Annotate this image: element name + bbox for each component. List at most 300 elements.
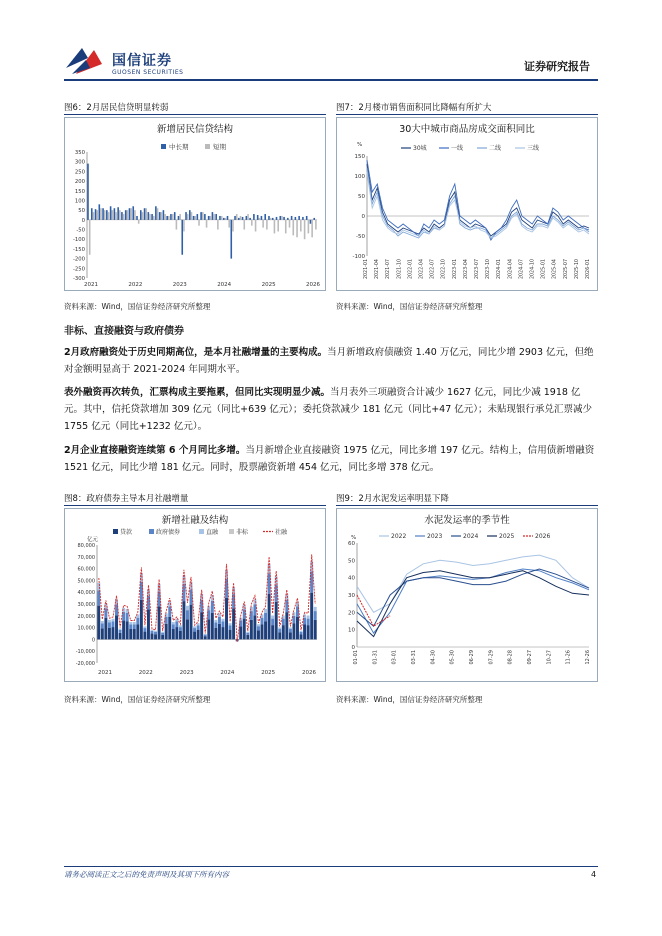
logo-en: GUOSEN SECURITIES [112, 69, 184, 76]
stacked-bar [292, 616, 295, 623]
bar-中长期 [264, 214, 266, 220]
y-tick-label: 0 [81, 217, 85, 224]
bar-短期 [161, 212, 163, 220]
x-tick-label: 2025-04 [552, 259, 558, 280]
stacked-bar [221, 621, 224, 627]
bar-短期 [315, 220, 317, 230]
stacked-bar [282, 625, 285, 639]
series-line-2026 [357, 595, 390, 626]
bar-中长期 [129, 208, 131, 220]
bar-中长期 [287, 218, 289, 220]
bar-中长期 [204, 214, 206, 220]
stacked-bar [310, 593, 313, 640]
y-tick-label: 350 [74, 150, 85, 156]
legend-swatch [205, 144, 210, 149]
series-line-30城 [367, 164, 589, 236]
stacked-bar [250, 620, 253, 639]
bar-中长期 [272, 218, 274, 220]
bar-中长期 [102, 208, 104, 220]
bar-短期 [217, 220, 219, 230]
fig8-svg [65, 509, 325, 681]
fig6-source: 资料来源：Wind，国信证券经济研究所整理 [64, 302, 211, 311]
bar-中长期 [219, 216, 221, 220]
x-tick-label: 2021-01 [364, 259, 369, 280]
stacked-bar [101, 621, 104, 623]
bar-短期 [191, 212, 193, 220]
stacked-bar [218, 617, 221, 624]
stacked-bar [111, 621, 114, 627]
legend-label: 非标 [236, 529, 249, 536]
stacked-bar [168, 606, 171, 616]
bar-短期 [274, 220, 276, 234]
bar-中长期 [313, 218, 315, 220]
stacked-bar [214, 622, 217, 627]
bar-中长期 [99, 204, 101, 220]
stacked-bar [108, 620, 111, 623]
stacked-bar [151, 634, 154, 640]
stacked-bar [101, 623, 104, 628]
footer-disclaimer: 请务必阅读正文之后的免责声明及其项下所有内容 [64, 870, 229, 879]
bar-中长期 [227, 216, 229, 220]
stacked-bar [282, 619, 285, 625]
legend-label: 社融 [275, 529, 288, 536]
legend-label: 2023 [427, 533, 443, 540]
y-tick-label: 40 [348, 575, 355, 582]
header [0, 0, 662, 80]
bar-短期 [251, 220, 253, 226]
x-tick-label: 03-01 [391, 650, 398, 665]
legend-label: 2024 [463, 533, 479, 540]
stacked-bar [154, 631, 157, 632]
y-tick-label: 0 [351, 645, 355, 651]
bar-短期 [130, 208, 132, 220]
bar-中长期 [246, 216, 248, 220]
y-tick-label: 60 [348, 541, 355, 547]
bar-短期 [232, 220, 234, 232]
chart-title: 新增居民信贷结构 [156, 124, 234, 135]
stacked-bar [278, 632, 281, 639]
guosen-logo-icon [64, 44, 104, 78]
y-tick-label: 100 [74, 198, 85, 205]
stacked-bar [154, 632, 157, 634]
bar-中长期 [257, 215, 259, 220]
bar-短期 [104, 210, 106, 220]
stacked-bar [101, 628, 104, 639]
y-tick-label: 150 [354, 154, 365, 160]
chart-title: 新增社融及结构 [161, 515, 229, 526]
bar-中长期 [178, 216, 180, 220]
y-tick-label: 100 [354, 174, 365, 180]
stacked-bar [289, 632, 292, 639]
stacked-bar [129, 629, 132, 639]
stacked-bar [278, 627, 281, 629]
stacked-bar [186, 606, 189, 610]
stacked-bar [239, 626, 242, 639]
bar-中长期 [302, 217, 304, 220]
stacked-bar [122, 621, 125, 640]
fig9-chart [336, 508, 598, 682]
stacked-bar [314, 620, 317, 639]
x-tick-label: 2021 [84, 282, 98, 288]
stacked-bar [296, 617, 299, 640]
bar-中长期 [144, 208, 146, 220]
x-tick-label: 2021 [98, 670, 112, 676]
fig7-title-rule [336, 114, 598, 115]
bar-短期 [210, 216, 212, 220]
stacked-bar [168, 617, 171, 640]
stacked-bar [246, 632, 249, 633]
bar-短期 [168, 216, 170, 220]
stacked-bar [182, 601, 185, 639]
bar-短期 [255, 220, 257, 232]
stacked-bar [214, 628, 217, 640]
stacked-bar [225, 598, 228, 640]
legend-swatch [113, 529, 118, 534]
x-tick-label: 2023-01 [452, 259, 458, 280]
bar-中长期 [140, 210, 142, 220]
stacked-bar [204, 634, 207, 635]
bar-短期 [243, 220, 245, 230]
bar-短期 [300, 220, 302, 232]
bar-中长期 [181, 220, 183, 255]
bar-中长期 [91, 208, 93, 220]
bar-短期 [240, 216, 242, 220]
y-tick-label: 10 [348, 627, 355, 634]
y-tick-label: 250 [74, 169, 85, 176]
fig7-source: 资料来源：Wind，国信证券经济研究所整理 [336, 302, 483, 311]
x-tick-label: 2025-01 [541, 259, 547, 280]
bar-短期 [187, 214, 189, 220]
bar-中长期 [276, 217, 278, 220]
x-tick-label: 2022-07 [430, 259, 436, 280]
stacked-bar [307, 625, 310, 639]
legend-label: 2025 [499, 533, 515, 540]
bar-中长期 [298, 216, 300, 220]
stacked-bar [161, 632, 164, 633]
y-tick-label: -300 [72, 276, 85, 282]
stacked-bar [133, 622, 136, 624]
stacked-bar [133, 629, 136, 639]
fig9-source: 资料来源：Wind，国信证券经济研究所整理 [336, 695, 483, 704]
bar-短期 [164, 214, 166, 220]
x-tick-label: 11-26 [565, 650, 572, 665]
y-tick-label: 30,000 [77, 602, 95, 608]
stacked-bar [97, 606, 100, 640]
stacked-bar [111, 619, 114, 622]
series-line-2025 [357, 571, 589, 637]
bar-短期 [304, 220, 306, 239]
bar-短期 [194, 216, 196, 220]
stacked-bar [271, 616, 274, 619]
x-tick-label: 2026-01 [586, 259, 591, 280]
legend-swatch [149, 529, 154, 534]
y-tick-label: 0 [361, 214, 365, 220]
stacked-bar [275, 602, 278, 640]
x-tick-label: 08-28 [507, 650, 514, 665]
fig6-svg [65, 118, 325, 290]
paragraph-1-body: 当月新增政府债融资 1.40 万亿元，同比少增 2903 亿元，但绝对金额明显高于 2021-2024 年同期水平。 [64, 347, 594, 375]
stacked-bar [271, 625, 274, 639]
bar-中长期 [268, 216, 270, 220]
x-tick-label: 2025-07 [563, 259, 569, 280]
stacked-bar [303, 624, 306, 639]
stacked-bar [246, 633, 249, 635]
bar-中长期 [200, 212, 202, 220]
bar-短期 [153, 216, 155, 220]
stacked-bar [133, 624, 136, 629]
stacked-bar [314, 607, 317, 611]
y-tick-label: 30 [348, 593, 355, 599]
x-tick-label: 01-31 [372, 650, 379, 665]
x-tick-label: 2025-10 [574, 259, 580, 280]
x-tick-label: 2024 [217, 282, 232, 288]
fig6-chart [64, 117, 326, 291]
bar-短期 [157, 208, 159, 220]
x-tick-label: 2023-07 [475, 259, 480, 280]
y-tick-label: 40,000 [77, 590, 95, 597]
page-number: 4 [591, 870, 597, 879]
fig6-title-rule [64, 114, 326, 115]
stacked-bar [158, 606, 161, 639]
stacked-bar [314, 611, 317, 620]
x-tick-label: 01-01 [353, 650, 359, 665]
x-tick-label: 2021-04 [375, 259, 381, 280]
stacked-bar [257, 630, 260, 639]
bar-短期 [112, 210, 114, 220]
stacked-bar [214, 620, 217, 623]
bar-中长期 [121, 212, 123, 220]
stacked-bar [186, 610, 189, 619]
stacked-bar [104, 608, 107, 618]
bar-短期 [225, 218, 227, 220]
x-tick-label: 10-27 [546, 650, 553, 665]
stacked-bar [264, 621, 267, 639]
bar-中长期 [242, 217, 244, 220]
bar-中长期 [148, 212, 150, 220]
bar-短期 [247, 214, 249, 220]
bar-短期 [127, 210, 129, 220]
fig8-title: 图8：政府债券主导本月社融增量 [64, 494, 189, 504]
y-tick-label: 50 [348, 558, 355, 565]
bar-中长期 [197, 214, 199, 220]
legend-swatch [199, 529, 204, 534]
stacked-bar [186, 619, 189, 639]
stacked-bar [126, 621, 129, 639]
bar-中长期 [261, 216, 263, 220]
stacked-bar [129, 624, 132, 629]
stacked-bar [264, 613, 267, 621]
stacked-bar [129, 622, 132, 624]
stacked-bar [97, 583, 100, 590]
x-tick-label: 2022-04 [419, 259, 425, 280]
bar-中长期 [155, 206, 157, 220]
paragraph-2-body: 当月表外三项融资合计减少 1627 亿元，同比少减 1918 亿元。其中，信托贷款增加 309 亿元（同比+639 亿元）；委托贷款减少 181 亿元（同比+47 亿元）；未贴现银行承兑汇票减少 1755 亿元（同比+1232 亿元）。 [64, 387, 593, 432]
stacked-bar [300, 631, 303, 632]
paragraph-3 [64, 442, 598, 476]
bar-中长期 [189, 210, 191, 220]
legend-label: 政府债券 [156, 529, 181, 536]
bar-短期 [115, 212, 117, 220]
bar-中长期 [223, 218, 225, 220]
legend-label: 2022 [391, 533, 407, 540]
y-tick-label: 60,000 [77, 566, 95, 573]
bar-中长期 [163, 210, 165, 220]
stacked-bar [229, 625, 232, 629]
y-tick-label: 0 [91, 637, 95, 644]
stacked-bar [151, 630, 154, 631]
x-tick-label: 2022 [138, 670, 153, 676]
y-tick-label: -100 [352, 254, 365, 260]
stacked-bar [292, 623, 295, 639]
x-tick-label: 2021-07 [386, 259, 392, 280]
stacked-bar [143, 626, 146, 628]
stacked-bar [193, 632, 196, 640]
bar-短期 [134, 210, 136, 220]
stacked-bar [108, 628, 111, 640]
stacked-bar [97, 590, 100, 605]
bar-短期 [202, 212, 204, 220]
bar-中长期 [170, 214, 172, 220]
stacked-bar [193, 628, 196, 632]
legend-swatch [229, 529, 234, 534]
bar-中长期 [87, 164, 89, 220]
bar-短期 [285, 220, 287, 234]
bar-短期 [221, 216, 223, 220]
paragraph-1-lead: 2月政府融资处于历史同期高位，是本月社融增量的主要构成。 [64, 347, 328, 358]
x-tick-label: 2026 [306, 282, 320, 288]
bar-中长期 [295, 217, 297, 220]
stacked-bar [154, 634, 157, 639]
bar-短期 [145, 208, 147, 220]
stacked-bar [253, 615, 256, 639]
bar-中长期 [234, 216, 236, 220]
paragraph-2-lead: 表外融资再次转负，汇票构成主要拖累，但同比实现明显少减。 [64, 387, 331, 398]
stacked-bar [172, 624, 175, 629]
stacked-bar [140, 600, 143, 640]
bar-短期 [213, 214, 215, 220]
x-tick-label: 05-30 [449, 650, 456, 665]
bar-中长期 [279, 216, 281, 220]
bar-中长期 [136, 216, 138, 220]
stacked-bar [261, 624, 264, 639]
bar-短期 [89, 220, 91, 255]
paragraph-3-body: 当月新增企业直接融资 1975 亿元，同比多增 197 亿元。结构上，信用债新增融资 1521 亿元，同比少增 181 亿元。同时，股票融资新增 454 亿元，同比多增 378 亿元。 [64, 445, 595, 473]
bar-短期 [308, 220, 310, 234]
stacked-bar [257, 626, 260, 630]
fig7-chart [336, 117, 598, 291]
y-tick-label: 200 [74, 179, 85, 186]
y-tick-label: -10,000 [75, 649, 95, 656]
legend-label: 三线 [527, 145, 540, 152]
bar-中长期 [230, 220, 232, 259]
bar-短期 [100, 208, 102, 220]
header-divider [64, 79, 598, 81]
stacked-bar [211, 613, 214, 640]
bar-短期 [289, 220, 291, 228]
x-tick-label: 2025 [261, 282, 276, 288]
bar-中长期 [291, 216, 293, 220]
y-tick-label: -150 [72, 246, 85, 253]
y-tick-label: -50 [356, 234, 365, 240]
paragraph-1 [64, 344, 598, 378]
stacked-bar [190, 605, 193, 639]
bar-中长期 [306, 216, 308, 220]
stacked-bar [285, 612, 288, 639]
stacked-bar [278, 629, 281, 632]
y-axis-unit: % [357, 142, 363, 148]
stacked-bar [204, 635, 207, 636]
bar-短期 [142, 212, 144, 220]
stacked-bar [179, 625, 182, 627]
y-tick-label: 50,000 [77, 578, 95, 585]
y-tick-label: -250 [72, 266, 85, 273]
stacked-bar [161, 633, 164, 635]
legend-label: 2026 [535, 533, 551, 540]
bar-短期 [108, 212, 110, 220]
stacked-bar [289, 629, 292, 632]
x-tick-label: 2023 [172, 282, 187, 288]
y-tick-label: -50 [76, 227, 85, 234]
stacked-bar [119, 630, 122, 633]
stacked-bar [104, 618, 107, 639]
x-tick-label: 12-26 [585, 650, 591, 665]
stacked-bar [261, 618, 264, 625]
bar-中长期 [117, 207, 119, 220]
stacked-bar [108, 622, 111, 627]
bar-中长期 [106, 210, 108, 220]
stacked-bar [211, 601, 214, 613]
y-axis-unit: % [351, 535, 357, 541]
y-tick-label: 20 [348, 610, 355, 617]
fig8-chart [64, 508, 326, 682]
stacked-bar [243, 619, 246, 640]
stacked-bar [165, 624, 168, 640]
y-tick-label: 80,000 [77, 543, 95, 549]
legend-label: 中长期 [169, 143, 189, 151]
bar-中长期 [151, 214, 153, 220]
stacked-bar [229, 630, 232, 640]
stacked-bar [161, 635, 164, 640]
bar-短期 [206, 220, 208, 228]
bar-中长期 [174, 212, 176, 220]
stacked-bar [179, 627, 182, 631]
bar-短期 [228, 220, 230, 228]
bar-短期 [176, 220, 178, 230]
y-axis-unit: 亿元 [87, 537, 99, 543]
x-tick-label: 04-30 [430, 650, 437, 665]
bar-中长期 [249, 218, 251, 220]
stacked-bar [218, 624, 221, 640]
x-tick-label: 06-29 [469, 650, 475, 665]
stacked-bar [172, 629, 175, 639]
stacked-bar [232, 608, 235, 639]
legend-swatch [161, 144, 166, 149]
y-tick-label: 150 [74, 188, 85, 195]
x-tick-label: 2022 [128, 282, 143, 288]
stacked-bar [300, 632, 303, 634]
y-tick-label: -100 [72, 237, 85, 244]
stacked-bar [300, 634, 303, 639]
x-tick-label: 2023-04 [463, 259, 469, 280]
bar-中长期 [132, 206, 134, 220]
bar-中长期 [125, 210, 127, 220]
bar-短期 [296, 220, 298, 237]
legend-label: 直融 [206, 529, 219, 536]
stacked-bar [221, 627, 224, 639]
stacked-bar [197, 623, 200, 625]
bar-中长期 [310, 220, 312, 224]
logo-cn: 国信证券 [112, 53, 172, 69]
